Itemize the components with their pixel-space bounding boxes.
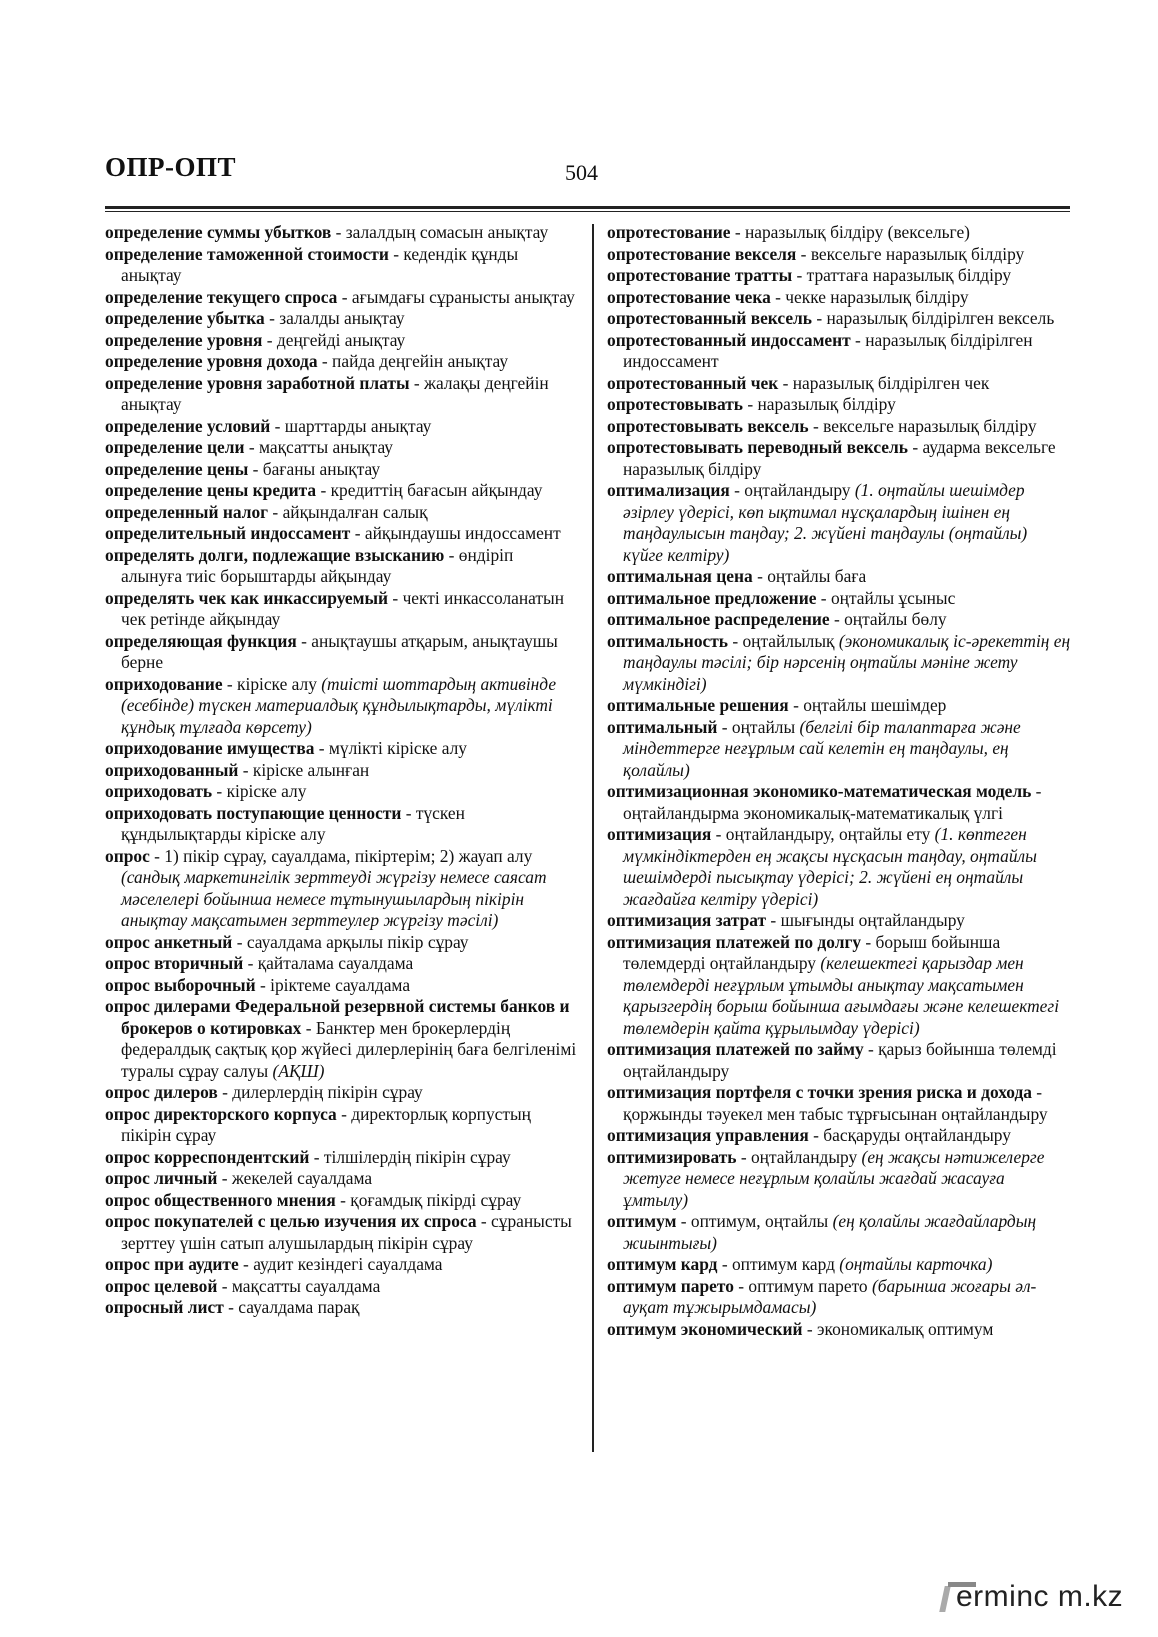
entry-note: (АҚШ) — [272, 1060, 325, 1081]
dictionary-entry — [105, 588, 577, 631]
dictionary-entry — [607, 566, 1071, 588]
entry-term: определение уровня — [105, 329, 263, 350]
entry-term: определять чек как инкассируемый — [105, 587, 389, 608]
entry-translation: - жалақы деңгейін анықтау — [121, 372, 549, 414]
entry-term: опрос вторичный — [105, 953, 244, 973]
header-rule-thin — [105, 211, 1070, 212]
entry-translation: - оңтайландырма экономикалық-математикалық үлгі — [623, 781, 1042, 823]
entry-translation: - залалды анықтау — [264, 308, 405, 328]
entry-note: (ең жақсы нәтижелерге жетуге немесе неғұрлым қолайлы жағдай жасауға ұмтылу) — [623, 1146, 1045, 1210]
entry-translation: - мүлікті кіріске алу — [314, 738, 467, 758]
entry-translation: - кіріске алу — [212, 781, 307, 801]
entry-term: оприходованный — [105, 759, 239, 780]
entry-term: определение цены — [105, 458, 249, 479]
dictionary-entry — [105, 738, 577, 760]
entry-note: (тиісті шоттардың активінде (есебінде) түскен материалдық құндылықтарды, мүлікті құндық тұлғада көрсету) — [121, 673, 557, 737]
entry-term: опрос покупателей с целью изучения их спроса — [105, 1211, 477, 1231]
dictionary-entry — [105, 1147, 577, 1169]
dictionary-entry — [105, 953, 577, 975]
dictionary-entry — [105, 932, 577, 954]
entry-term: опротестованный чек — [607, 372, 779, 393]
entry-translation: - наразылық білдірілген индоссамент — [623, 329, 1033, 371]
dictionary-entry — [105, 330, 577, 352]
dictionary-entry — [607, 1211, 1071, 1254]
entry-term: оптимизация портфеля с точки зрения риска и дохода — [607, 1082, 1032, 1102]
entry-translation: - 1) пікір сұрау, сауалдама, пікіртерім; 2) жауап алу — [149, 845, 533, 866]
entry-term: оприходование — [105, 673, 223, 694]
header-rule-thick — [105, 206, 1070, 209]
entry-term: опротестование чека — [607, 286, 771, 307]
entry-term: определение уровня дохода — [105, 351, 318, 371]
entry-translation: - оңтайлы ұсыныс — [816, 587, 956, 608]
dictionary-entry — [607, 416, 1071, 438]
dictionary-entry — [607, 308, 1071, 330]
right-column — [607, 222, 1071, 1340]
dictionary-entry — [607, 932, 1071, 1040]
entry-term: оптимизация затрат — [607, 910, 767, 930]
entry-translation: - оптимум парето — [733, 1275, 872, 1296]
entry-term: опрос личный — [105, 1168, 218, 1188]
dictionary-entry — [105, 1168, 577, 1190]
logo-t-stem — [939, 1586, 951, 1612]
dictionary-entry — [105, 502, 577, 524]
dictionary-entry — [105, 1297, 577, 1319]
entry-term: оприходование имущества — [105, 738, 315, 758]
entry-term: определять долги, подлежащие взысканию — [105, 544, 445, 565]
dictionary-entry — [105, 1104, 577, 1147]
entry-translation: - кіріске алынған — [238, 759, 370, 780]
entry-translation: - кредиттің бағасын айқындау — [316, 480, 543, 500]
entry-term: определение текущего спроса — [105, 286, 338, 307]
entry-term: опрос анкетный — [105, 931, 233, 952]
entry-translation: - директорлық корпустың пікірін сұрау — [121, 1103, 531, 1145]
dictionary-entry — [105, 480, 577, 502]
entry-term: опротестовывать — [607, 394, 743, 414]
entry-translation: - оңтайландыру — [736, 1146, 862, 1167]
dictionary-entry — [105, 803, 577, 846]
entry-translation: - экономикалық оптимум — [802, 1318, 994, 1339]
dictionary-entry — [105, 416, 577, 438]
dictionary-entry — [607, 480, 1071, 566]
dictionary-entry — [105, 760, 577, 782]
entry-term: оптимизация управления — [607, 1125, 809, 1145]
dictionary-entry — [607, 1082, 1071, 1125]
entry-term: опрос дилеров — [105, 1082, 218, 1102]
entry-translation: - тілшілердің пікірін сұрау — [309, 1146, 511, 1167]
entry-term: оптимум кард — [607, 1254, 718, 1274]
entry-note: (сандық маркетингілік зерттеуді жүргізу немесе саясат мәселелері бойынша немесе тұтынушылардың пікірін анықтау мақсатымен зерттеулер жүргізу тәсілі) — [121, 867, 547, 930]
entry-translation: - түскен құндылықтарды кіріске алу — [121, 802, 465, 844]
entry-term: определение цели — [105, 437, 245, 457]
entry-term: опросный лист — [105, 1297, 224, 1317]
entry-term: определение цены кредита — [105, 480, 317, 500]
entry-term: опротестование тратты — [607, 265, 793, 285]
entry-term: оптимизационная экономико-математическая модель — [607, 781, 1032, 801]
entry-translation: - аудит кезіндегі сауалдама — [238, 1254, 443, 1274]
entry-translation: - оптимум кард — [717, 1254, 840, 1274]
entry-translation: - Банктер мен брокерлердің федералдық сақтық қор жүйесі дилерлерінің баға белгіленімі туралы сұрау салуы — [121, 1017, 577, 1081]
entry-term: оптимум экономический — [607, 1318, 803, 1339]
dictionary-entry — [607, 330, 1071, 373]
entry-translation: - деңгейді анықтау — [262, 329, 406, 350]
entry-term: оптимальное распределение — [607, 609, 830, 629]
entry-term: определение уровня заработной платы — [105, 372, 410, 393]
entry-translation: - пайда деңгейін анықтау — [317, 351, 509, 371]
dictionary-entry — [105, 437, 577, 459]
dictionary-entry — [607, 781, 1071, 824]
entry-translation: - кіріске алу — [222, 673, 322, 694]
entry-term: опротестованный вексель — [607, 308, 812, 328]
entry-term: опротестованный индоссамент — [607, 329, 851, 350]
entry-term: опрос общественного мнения — [105, 1189, 336, 1210]
entry-note: (белгілі бір талаптарға және міндеттерге неғұрлым сай келетін ең таңдаулы, ең қолайлы) — [623, 716, 1021, 780]
entry-note: (ең қолайлы жағдайлардың жиынтығы) — [623, 1211, 1037, 1253]
entry-translation: - жекелей сауалдама — [217, 1168, 373, 1188]
entry-translation: - қарыз бойынша төлемді оңтайландыру — [623, 1039, 1057, 1081]
entry-note: (барынша жоғары әл-ауқат тұжырымдамасы) — [623, 1275, 1037, 1317]
dictionary-entry — [105, 846, 577, 932]
dictionary-entry — [607, 824, 1071, 910]
entry-term: оптимальный — [607, 716, 718, 737]
dictionary-entry — [607, 1147, 1071, 1212]
entry-term: опротестование векселя — [607, 243, 797, 264]
dictionary-entry — [607, 437, 1071, 480]
column-divider — [592, 224, 594, 1452]
dictionary-entry — [607, 265, 1071, 287]
entry-translation: - оңтайландыру — [729, 480, 855, 500]
entry-term: опрос выборочный — [105, 974, 256, 995]
entry-translation: - қоржынды тәуекел мен табыс тұрғысынан оңтайландыру — [623, 1082, 1048, 1124]
entry-translation: - басқаруды оңтайландыру — [808, 1125, 1011, 1145]
dictionary-entry — [105, 631, 577, 674]
entry-translation: - мақсатты сауалдама — [217, 1275, 381, 1296]
dictionary-entry — [607, 244, 1071, 266]
entry-translation: - борыш бойынша төлемдерді оңтайландыру — [623, 931, 1001, 973]
page-number: 504 — [565, 160, 598, 185]
logo-text: erminc m.kz — [956, 1580, 1124, 1613]
entry-term: оптимизация — [607, 824, 712, 844]
dictionary-entry — [607, 394, 1071, 416]
entry-term: оптимум — [607, 1211, 677, 1231]
dictionary-entry — [105, 222, 577, 244]
entry-translation: - мақсатты анықтау — [244, 437, 393, 457]
dictionary-entry — [607, 373, 1071, 395]
entry-term: опрос целевой — [105, 1275, 218, 1296]
entry-term: определяющая функция — [105, 630, 297, 651]
dictionary-entry — [607, 588, 1071, 610]
entry-translation: - шарттарды анықтау — [270, 415, 432, 436]
dictionary-entry — [607, 695, 1071, 717]
dictionary-entry — [607, 631, 1071, 696]
entry-translation: - бағаны анықтау — [248, 458, 381, 479]
entry-translation: - сауалдама арқылы пікір сұрау — [232, 931, 469, 952]
dictionary-entry — [105, 1211, 577, 1254]
entry-term: оптимализация — [607, 480, 730, 500]
dictionary-entry — [105, 674, 577, 739]
dictionary-entry — [105, 1190, 577, 1212]
dictionary-entry — [105, 523, 577, 545]
entry-translation: - анықтаушы атқарым, анықтаушы берне — [121, 630, 558, 672]
dictionary-entry — [607, 1125, 1071, 1147]
entry-translation: - оңтайлы бөлу — [829, 609, 947, 629]
entry-translation: - сауалдама парақ — [223, 1297, 360, 1317]
dictionary-entry — [105, 975, 577, 997]
entry-term: опрос корреспондентский — [105, 1146, 310, 1167]
entry-term: оптимальность — [607, 630, 728, 651]
entry-term: определение суммы убытков — [105, 222, 332, 242]
entry-term: определение таможенной стоимости — [105, 243, 389, 264]
dictionary-entry — [607, 609, 1071, 631]
entry-term: определенный налог — [105, 501, 269, 522]
dictionary-entry — [105, 1082, 577, 1104]
dictionary-entry — [105, 308, 577, 330]
entry-translation: - оптимум, оңтайлы — [676, 1211, 833, 1231]
entry-term: оптимизировать — [607, 1146, 737, 1167]
entry-translation: - дилерлердің пікірін сұрау — [217, 1082, 423, 1102]
entry-term: оптимизация платежей по займу — [607, 1039, 864, 1059]
dictionary-entry — [105, 1276, 577, 1298]
left-column — [105, 222, 577, 1319]
entry-translation: - наразылық білдіру (вексельге) — [730, 222, 970, 242]
dictionary-entry — [105, 351, 577, 373]
termincom-logo — [940, 1580, 1145, 1616]
entry-translation: - чекке наразылық білдіру — [770, 286, 969, 307]
dictionary-entry — [105, 244, 577, 287]
dictionary-entry — [607, 287, 1071, 309]
entry-term: оптимальные решения — [607, 695, 789, 715]
entry-translation: - айқындаушы индоссамент — [350, 523, 561, 543]
dictionary-entry — [607, 1276, 1071, 1319]
entry-term: опрос директорского корпуса — [105, 1103, 337, 1124]
entry-note: (оңтайлы карточка) — [839, 1254, 993, 1274]
entry-translation: - наразылық білдірілген вексель — [812, 308, 1055, 328]
dictionary-entry — [105, 545, 577, 588]
entry-translation: - залалдың сомасын анықтау — [331, 222, 549, 242]
entry-term: оптимальное предложение — [607, 587, 817, 608]
dictionary-entry — [607, 1039, 1071, 1082]
entry-note: (1. оңтайлы шешімдер әзірлеу үдерісі, көп ықтимал нұсқалардың ішінен ең таңдаулысын таңдау; 2. жүйені таңдаулы (оңтайлы) күйге келтіру) — [623, 480, 1028, 565]
entry-translation: - вексельге наразылық білдіру — [808, 415, 1037, 436]
entry-term: определение условий — [105, 415, 271, 436]
entry-translation: - қоғамдық пікірді сұрау — [335, 1189, 522, 1210]
entry-translation: - наразылық білдіру — [742, 394, 896, 414]
dictionary-entry — [105, 287, 577, 309]
dictionary-entry — [607, 222, 1071, 244]
dictionary-entry — [105, 781, 577, 803]
dictionary-entry — [105, 1254, 577, 1276]
dictionary-entry — [105, 459, 577, 481]
entry-translation: - кедендік құнды анықтау — [121, 243, 519, 285]
dictionary-entry — [105, 996, 577, 1082]
entry-note: (келешектегі қарыздар мен төлемдерді неғұрлым ұтымды анықтау мақсатымен қарызгердің борыш бойынша ағымдағы және келешектегі төлемдерін қайта құрылымдау үдерісі) — [623, 953, 1060, 1038]
entry-term: оптимум парето — [607, 1275, 734, 1296]
entry-translation: - айқындалған салық — [268, 501, 428, 522]
dictionary-entry — [607, 717, 1071, 782]
dictionary-entry — [607, 1254, 1071, 1276]
dictionary-entry — [607, 1319, 1071, 1341]
entry-translation: - траттаға наразылық білдіру — [792, 265, 1012, 285]
dictionary-entry — [607, 910, 1071, 932]
entry-translation: - іріктеме сауалдама — [255, 974, 411, 995]
entry-translation: - өндіріп алынуға тиіс борыштарды айқындау — [121, 544, 514, 586]
entry-translation: - оңтайлы шешімдер — [788, 695, 947, 715]
entry-translation: - аударма вексельге наразылық білдіру — [623, 437, 1056, 479]
entry-term: опрос дилерами Федеральной резервной системы банков и брокеров о котировках — [105, 996, 570, 1038]
entry-term: опротестовывать переводный вексель — [607, 437, 908, 457]
entry-term: опрос — [105, 845, 150, 866]
entry-translation: - шығынды оңтайландыру — [766, 910, 965, 930]
entry-term: оптимальная цена — [607, 566, 753, 586]
entry-term: оптимизация платежей по долгу — [607, 931, 862, 952]
entry-translation: - ағымдағы сұранысты анықтау — [337, 286, 575, 307]
entry-term: определительный индоссамент — [105, 523, 351, 543]
dictionary-entry — [105, 373, 577, 416]
entry-translation: - қайталама сауалдама — [243, 953, 414, 973]
entry-translation: - наразылық білдірілген чек — [778, 372, 990, 393]
entry-translation: - оңтайландыру, оңтайлы ету — [711, 824, 935, 844]
entry-term: оприходовать поступающие ценности — [105, 802, 402, 823]
entry-translation: - сұранысты зерттеу үшін сатып алушылардың пікірін сұрау — [121, 1211, 572, 1253]
entry-term: оприходовать — [105, 781, 213, 801]
entry-term: опрос при аудите — [105, 1254, 239, 1274]
entry-translation: - чекті инкассоланатын чек ретінде айқындау — [121, 587, 565, 629]
entry-term: опротестование — [607, 222, 731, 242]
entry-translation: - вексельге наразылық білдіру — [796, 243, 1025, 264]
entry-note: (экономикалық іс-әрекеттің ең таңдаулы тәсілі; бір нәрсенің оңтайлы мәніне жету мүмкіндігі) — [623, 630, 1071, 694]
entry-term: определение убытка — [105, 308, 265, 328]
section-title: ОПР-ОПТ — [105, 152, 236, 182]
entry-translation: - оңтайлы баға — [752, 566, 867, 586]
entry-translation: - оңтайлылық — [727, 630, 839, 651]
entry-note: (1. көптеген мүмкіндіктерден ең жақсы нұсқасын таңдау, оңтайлы шешімдерді пысықтау үдерісі; 2. жүйені ең оңтайлы жағдайға келтіру үдерісі) — [623, 824, 1037, 909]
entry-translation: - оңтайлы — [717, 716, 800, 737]
entry-term: опротестовывать вексель — [607, 415, 809, 436]
